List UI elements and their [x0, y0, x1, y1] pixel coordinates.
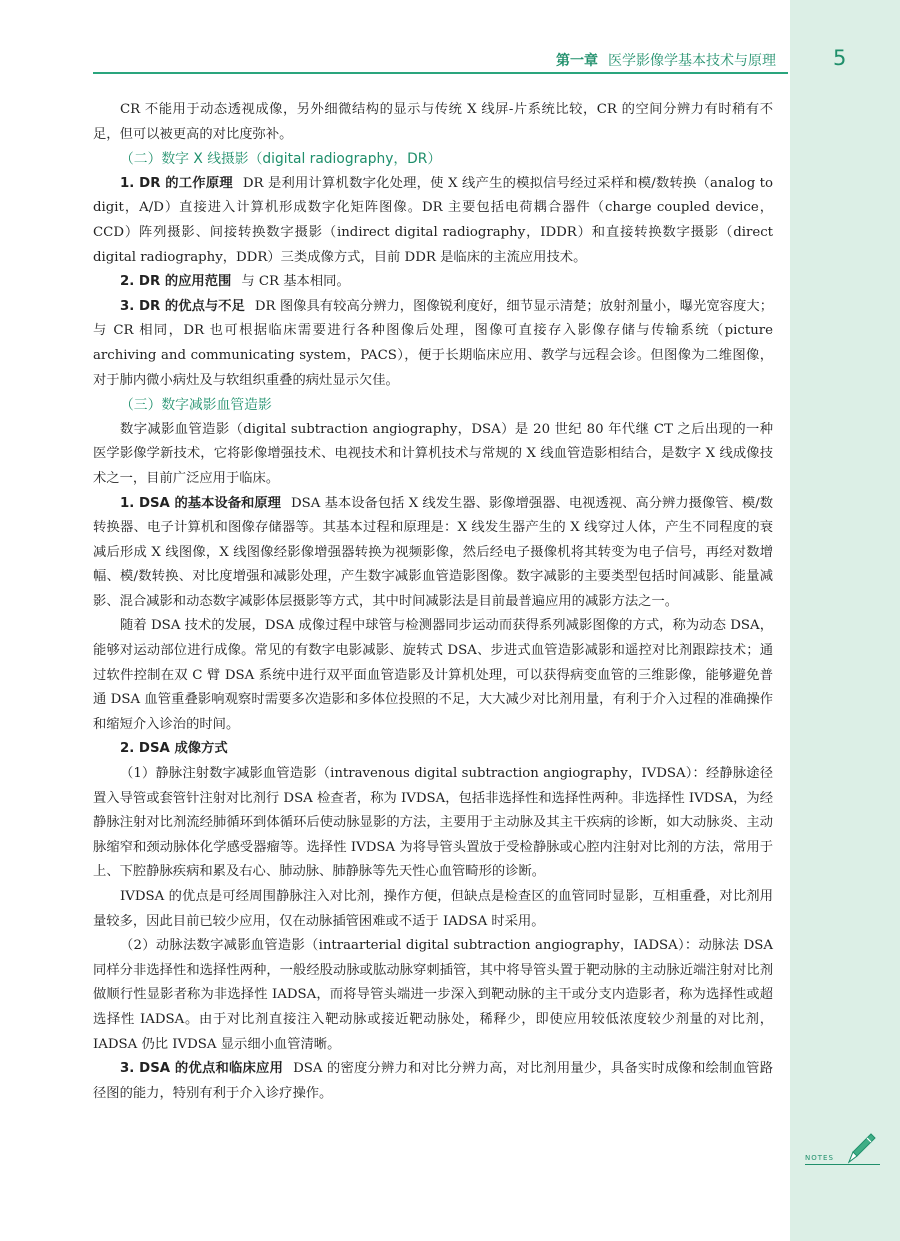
section-heading-dsa: （三）数字减影血管造影 — [120, 397, 272, 414]
paragraph-dsa-intro: 数字减影血管造影（digital subtraction angiography，DSA）是 20 世纪 80 年代继 CT 之后出现的一种医学影像学新技术，它将影像增强技术、电视技术和计算机技术与常规的 X 线血管造影相结合，是数字 X 线成像技术之一，目前广泛应用于临床。 — [93, 421, 773, 486]
section-heading-dr: （二）数字 X 线摄影（digital radiography，DR） — [120, 151, 442, 168]
text-dr-pros-cons: DR 图像具有较高分辨力，图像锐利度好，细节显示清楚；放射剂量小，曝光宽容度大；与 CR 相同，DR 也可根据临床需要进行各种图像后处理，图像可直接存入影像存储与传输系统（picture archiving and communicating system，PACS），便于长期临床应用、教学与远程会诊。但图像为二维图像，对于肺内微小病灶及与软组织重叠的病灶显示欠佳。 — [93, 298, 773, 388]
subheading-dsa-advantages: 3. DSA 的优点和临床应用 — [120, 1061, 284, 1077]
paragraph-dsa-imaging-modes — [93, 737, 773, 762]
paragraph-dynamic-dsa: 随着 DSA 技术的发展，DSA 成像过程中球管与检测器同步运动而获得系列减影图像的方式，称为动态 DSA，能够对运动部位进行成像。常见的有数字电影减影、旋转式 DSA、步进式血管造影减影和遥控对比剂跟踪技术；通过软件控制在双 C 臂 DSA 系统中进行双平面血管造影及计算机处理，可以获得病变血管的三维影像，能够避免普通 DSA 血管重叠影响观察时需要多次造影和多体位投照的不足，大大减少对比剂用量，有利于介入过程的准确操作和缩短介入诊治的时间。 — [93, 618, 773, 732]
paragraph-cr-limitation: CR 不能用于动态透视成像，另外细微结构的显示与传统 X 线屏-片系统比较，CR 的空间分辨力有时稍有不足，但可以被更高的对比度弥补。 — [93, 102, 773, 142]
paragraph-dr-principle — [93, 172, 773, 270]
page-number: 5 — [833, 46, 847, 70]
subheading-dr-scope: 2. DR 的应用范围 — [120, 274, 232, 290]
running-header — [556, 50, 776, 70]
subheading-dr-principle: 1. DR 的工作原理 — [120, 175, 233, 191]
chapter-title: 医学影像学基本技术与原理 — [608, 53, 776, 69]
paragraph-dr-scope — [93, 270, 773, 295]
text-dr-scope: 与 CR 基本相同。 — [241, 274, 350, 290]
text-dr-principle: DR 是利用计算机数字化处理，使 X 线产生的模拟信号经过采样和模/数转换（analog to digit，A/D）直接进入计算机形成数字化矩阵图像。DR 主要包括电荷耦合器件（charge coupled device，CCD）阵列摄影、间接转换数字摄影（indirect digital radiography，IDDR）和直接转换数字摄影（direct digital radiography，DDR）三类成像方式，目前 DDR 是临床的主流应用技术。 — [93, 175, 773, 265]
subheading-dsa-imaging-modes: 2. DSA 成像方式 — [120, 741, 228, 757]
subheading-dsa-equipment: 1. DSA 的基本设备和原理 — [120, 495, 281, 511]
header-rule — [93, 72, 788, 74]
paragraph-dsa-equipment — [93, 492, 773, 615]
paragraph-dsa-advantages — [93, 1057, 773, 1106]
page-body — [93, 98, 773, 1106]
paragraph-ivdsa: （1）静脉注射数字减影血管造影（intravenous digital subtraction angiography，IVDSA）：经静脉途径置入导管或套管针注射对比剂行 DSA 检查者，称为 IVDSA，包括非选择性和选择性两种。非选择性 IVDSA，为经静脉注射对比剂流经肺循环到体循环后使动脉显影的方法，主要用于主动脉及其主干疾病的诊断，如大动脉炎、主动脉缩窄和颈动脉体化学感受器瘤等。选择性 IVDSA 为将导管头置放于受检静脉或心腔内注射对比剂的方法，常用于上、下腔静脉疾病和累及右心、肺动脉、肺静脉等先天性心血管畸形的诊断。 — [93, 766, 773, 880]
margin-band — [790, 0, 900, 1241]
notes-marker — [805, 1130, 885, 1170]
paragraph-dr-pros-cons — [93, 295, 773, 393]
text-dsa-advantages: DSA 的密度分辨力和对比分辨力高，对比剂用量少，具备实时成像和绘制血管路径图的能力，特别有利于介入诊疗操作。 — [93, 1061, 773, 1101]
subheading-dr-pros-cons: 3. DR 的优点与不足 — [120, 298, 245, 314]
notes-label: NOTES — [805, 1154, 834, 1162]
pen-icon — [843, 1130, 879, 1166]
chapter-label: 第一章 — [556, 53, 598, 69]
paragraph-iadsa: （2）动脉法数字减影血管造影（intraarterial digital subtraction angiography，IADSA）：动脉法 DSA 同样分非选择性和选择性两种，一般经股动脉或肱动脉穿刺插管，其中将导管头置于靶动脉的主动脉近端注射对比剂做顺行性显影者称为非选择性 IADSA，而将导管头端进一步深入到靶动脉的主干或分支内造影者，称为选择性或超选择性 IADSA。由于对比剂直接注入靶动脉或接近靶动脉处，稀释少，即使应用较低浓度较少剂量的对比剂，IADSA 仍比 IVDSA 显示细小血管清晰。 — [93, 938, 773, 1052]
paragraph-ivdsa-pros-cons: IVDSA 的优点是可经周围静脉注入对比剂，操作方便，但缺点是检查区的血管同时显影，互相重叠，对比剂用量较多，因此目前已较少应用，仅在动脉插管困难或不适于 IADSA 时采用。 — [93, 889, 773, 929]
text-dsa-equipment: DSA 基本设备包括 X 线发生器、影像增强器、电视透视、高分辨力摄像管、模/数转换器、电子计算机和图像存储器等。其基本过程和原理是：X 线发生器产生的 X 线穿过人体，产生不同程度的衰减后形成 X 线图像，X 线图像经影像增强器转换为视频影像，然后经电子摄像机将其转变为电子信号，再经对数增幅、模/数转换、对比度增强和减影处理，产生数字减影血管造影图像。数字减影的主要类型包括时间减影、能量减影、混合减影和动态数字减影体层摄影等方式，其中时间减影法是目前最普遍应用的减影方法之一。 — [93, 495, 774, 609]
